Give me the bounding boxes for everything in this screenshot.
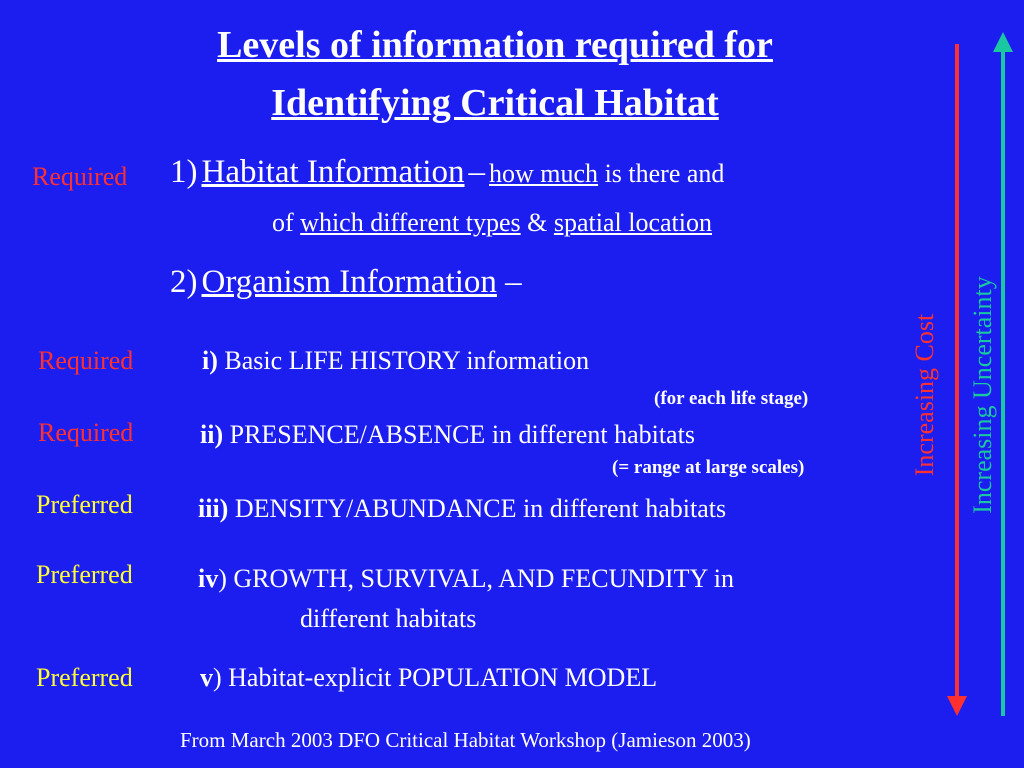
life-history-text: Basic LIFE HISTORY information bbox=[217, 346, 590, 375]
how-much-text: how much bbox=[489, 159, 599, 188]
spatial-location-text: spatial location bbox=[553, 208, 712, 237]
population-model-text: ) Habitat-explicit POPULATION MODEL bbox=[213, 663, 658, 692]
item-numeral: iii) bbox=[198, 494, 229, 523]
which-types-text: which different types bbox=[300, 208, 521, 237]
source-footer: From March 2003 DFO Critical Habitat Workshop (Jamieson 2003) bbox=[180, 728, 751, 752]
life-stage-note: (for each life stage) bbox=[654, 388, 809, 409]
preferred-tag-density: Preferred bbox=[36, 490, 133, 519]
required-tag-habitat: Required bbox=[32, 162, 128, 191]
title-line-2: Identifying Critical Habitat bbox=[271, 82, 719, 124]
increasing-cost-label: Increasing Cost bbox=[910, 313, 939, 477]
density-abundance-text: DENSITY/ABUNDANCE in different habitats bbox=[228, 494, 727, 523]
increasing-uncertainty-label: Increasing Uncertainty bbox=[968, 276, 997, 514]
preferred-tag-population-model: Preferred bbox=[36, 663, 133, 692]
uncertainty-arrow-head bbox=[993, 32, 1013, 52]
item-numeral: iv bbox=[198, 564, 219, 593]
habitat-text-rest: is there and bbox=[598, 159, 725, 188]
required-tag-life-history: Required bbox=[38, 346, 134, 375]
organism-information-heading: Organism Information bbox=[201, 264, 497, 300]
dash: – bbox=[468, 154, 486, 190]
range-note: (= range at large scales) bbox=[612, 457, 805, 478]
cost-arrow-head bbox=[947, 696, 967, 716]
preferred-tag-growth: Preferred bbox=[36, 560, 133, 589]
required-tag-presence: Required bbox=[38, 418, 134, 447]
item-numeral: v bbox=[200, 663, 213, 692]
growth-survival-text-2: different habitats bbox=[300, 604, 477, 633]
presence-absence-text: PRESENCE/ABSENCE in different habitats bbox=[223, 420, 695, 449]
title-line-1: Levels of information required for bbox=[217, 24, 773, 66]
amp-text: & bbox=[520, 208, 554, 237]
item-numeral: i) bbox=[202, 346, 218, 375]
habitat-information-heading: Habitat Information bbox=[201, 154, 465, 190]
of-text: of bbox=[272, 208, 301, 237]
item-number: 2) bbox=[170, 264, 198, 300]
growth-survival-text: ) GROWTH, SURVIVAL, AND FECUNDITY in bbox=[218, 564, 734, 593]
item-numeral: ii) bbox=[200, 420, 224, 449]
item-number: 1) bbox=[170, 154, 198, 190]
dash: – bbox=[496, 264, 522, 300]
